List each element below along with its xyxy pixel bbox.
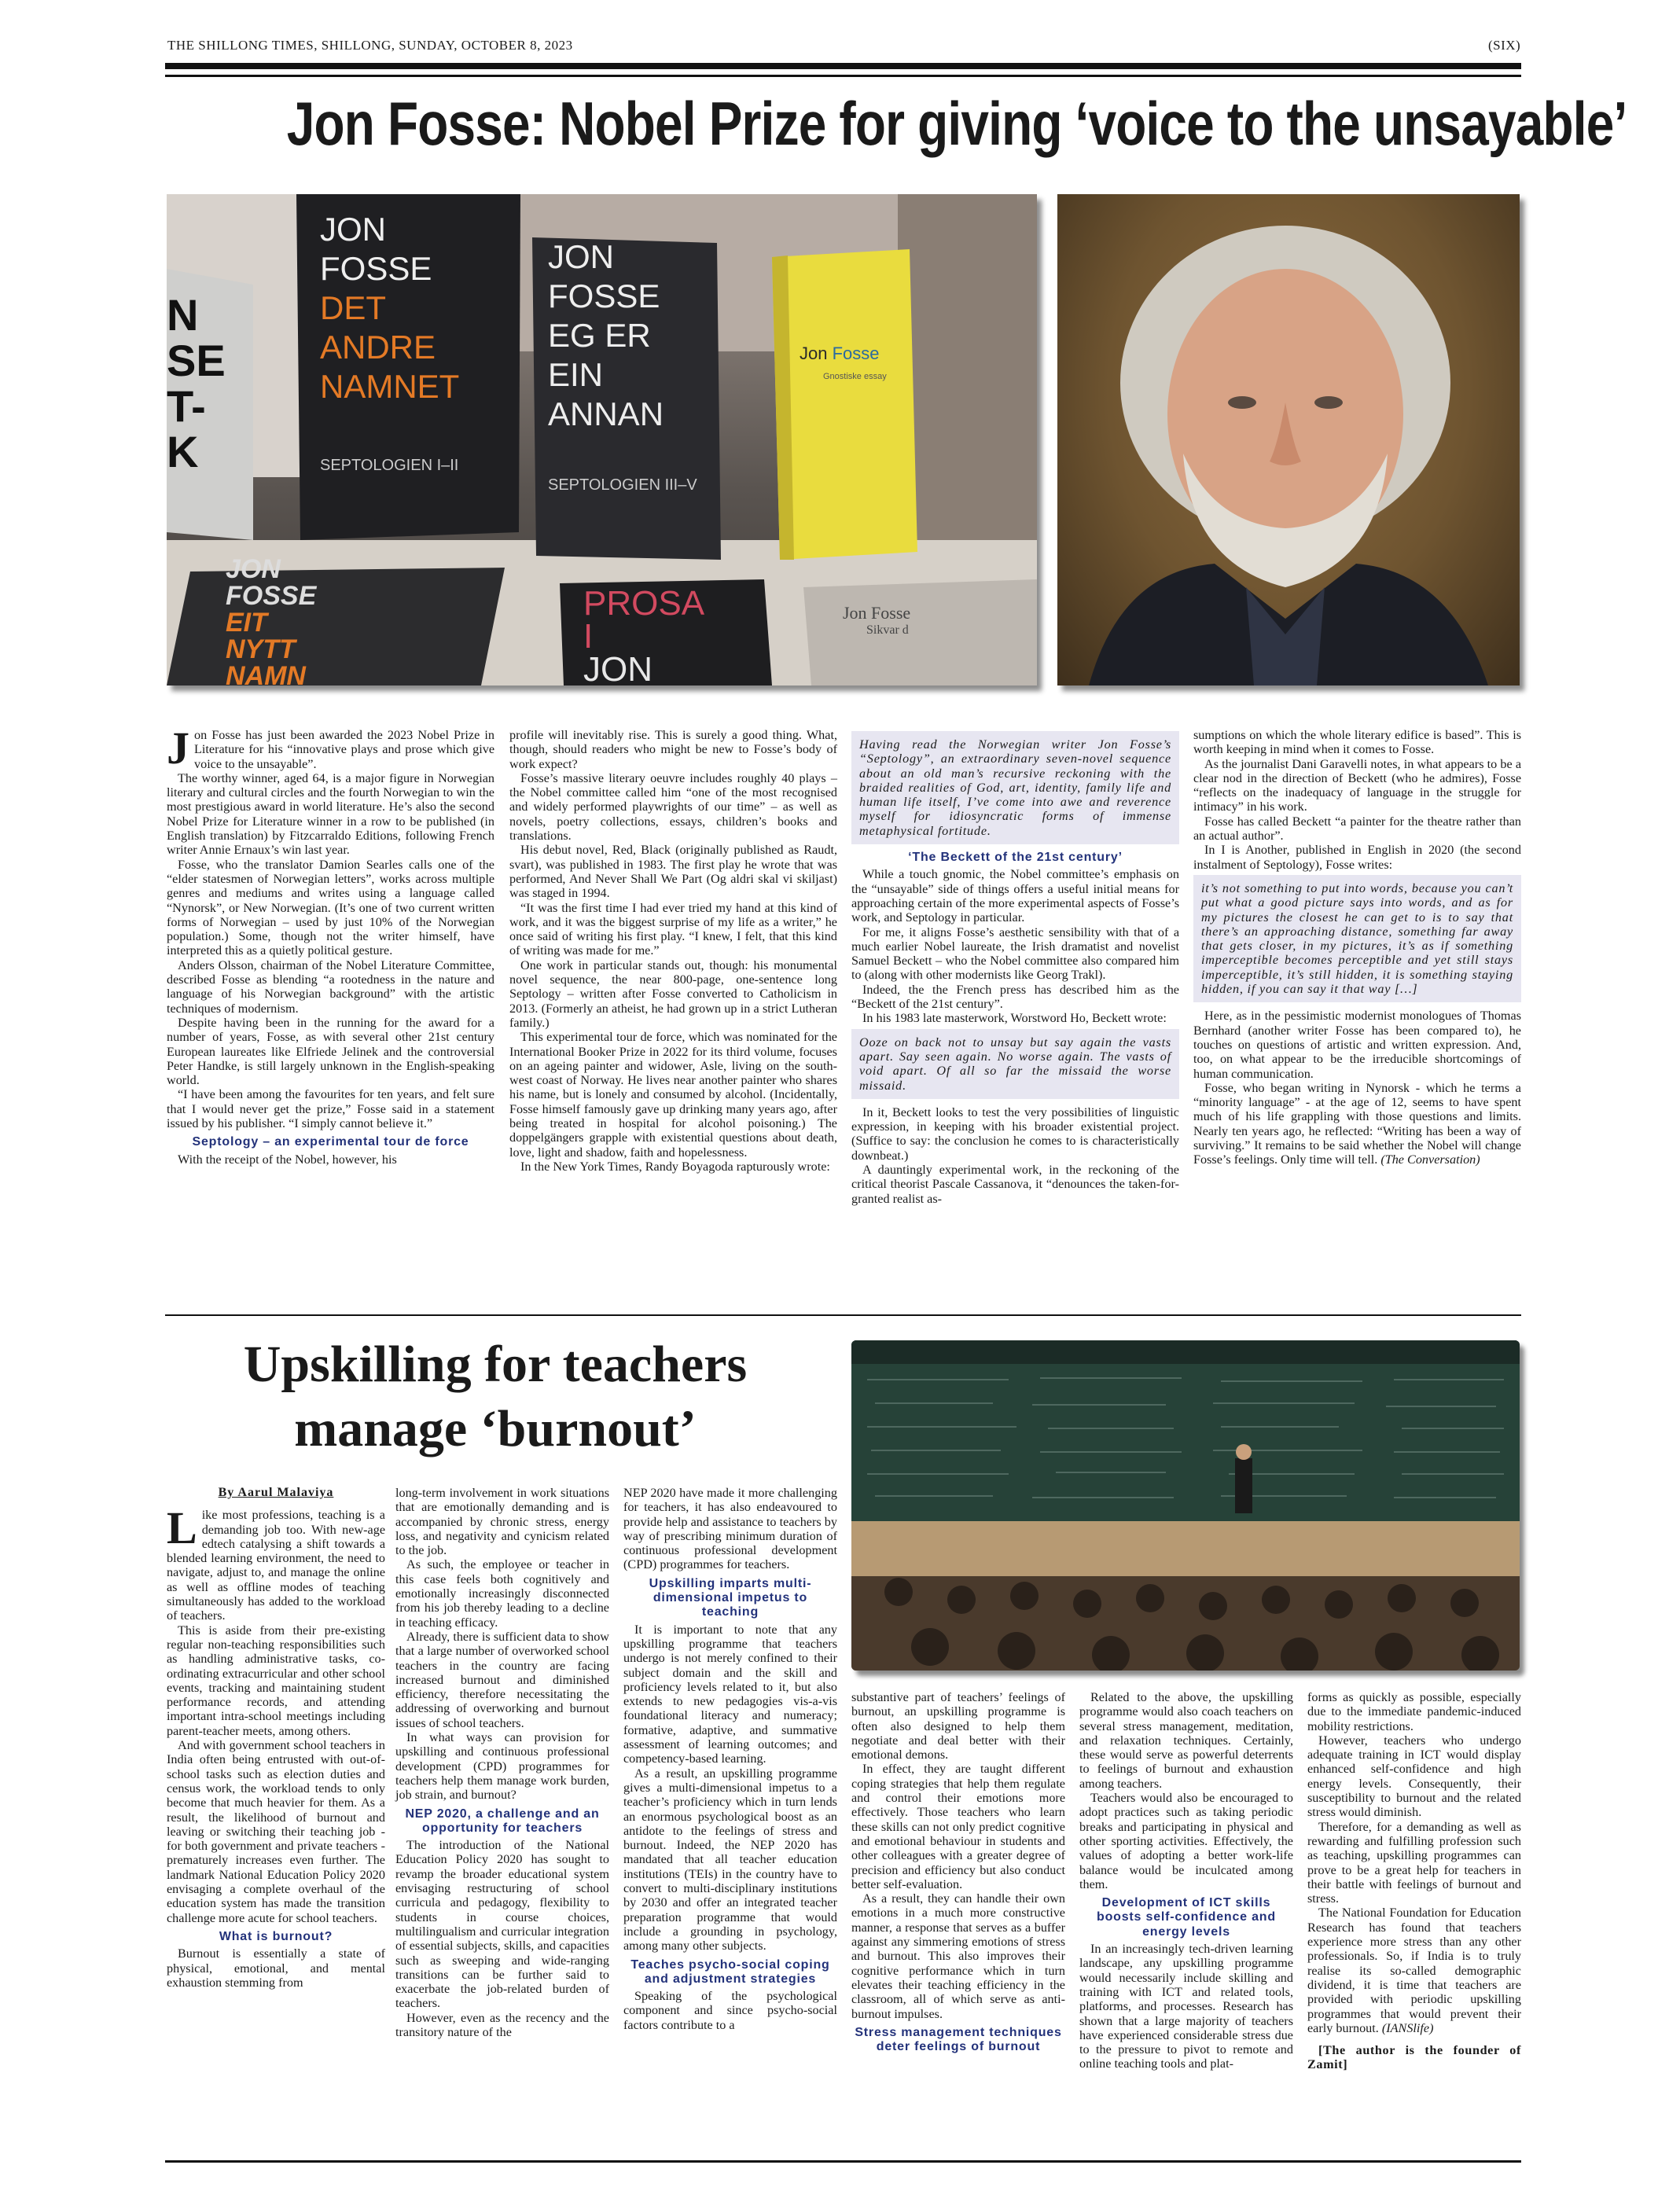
article2-column-4: substantive part of teachers’ feelings of burnout, an upskilling programme is often also designed to help them negotiate and deal better with their emotional demons. In effect, they are taught different coping strategies that help them regulate and control their emotions more effectively. Those teachers who learn these skills can not only predict cognitive and emotional behaviour in students and other colleagues with a greater degree of precision and efficiency but also conduct better self-evaluation. As a result, they can handle their own emotions in a much more constructive manner, a response that serves as a buffer against any simmering emotions of stress and burnout. This also improves their cognitive performance which in turn elevates their teaching efficiency in the classroom, all of which serve as anti-burnout impulses. Stress management techniques deter feelings of burnout xyxy=(851,1690,1065,2054)
subhead-upskilling-imparts: Upskilling imparts multi-dimensional impetus to teaching xyxy=(649,1576,812,1619)
top-thin-rule xyxy=(165,75,1521,77)
subhead-what-is-burnout: What is burnout? xyxy=(219,1929,333,1943)
subhead-septology: Septology – an experimental tour de force xyxy=(192,1135,469,1149)
subhead-beckett: ‘The Beckett of the 21st century’ xyxy=(908,851,1123,865)
subhead-stress-management: Stress management techniques deter feelings of burnout xyxy=(855,2025,1062,2054)
books-photo xyxy=(167,194,1037,686)
article1-column-4: sumptions on which the whole literary edifice is based”. This is worth keeping in mind when it comes to Fosse. As the journalist Dani Garavelli notes, in what appears to be a clear nod in the direction of Beckett (who he admires), Fosse “reflects on the inadequacy of language in the struggle for intimacy” in his work. Fosse has called Beckett “a painter for the theatre rather than an actual author”. In I is Another, published in English in 2020 (the second instalment of Septology), Fosse writes: it’s not something to put into words, because you can’t put what a good picture says into words, and as for my pictures the closest he can get to is to say that there’s an approaching distance, something far away that gets closer, in my pictures, it’s as if something imperceptible becomes perceptible and yet still stays imperceptible, it’s still hidden, it is something staying hidden, if you can say it that way […] Here, as in the pessimistic modernist monologues of Thomas Bernhard (another writer Fosse has been compared to), he touches on questions of artistic and written expression. And, too, on what appear to be the irreducible shortcomings of human communication. Fosse, who began writing in Nynorsk - which he terms a “minority language” - at the age of 12, seems to have spent much of his life grappling with those questions and limits. Nearly ten years ago, he reflected: “Writing has been a way of surviving.” It remains to be said whether the Nobel will change Fosse’s feelings. Only time will tell. (The Conversation) xyxy=(1193,728,1521,1167)
partial-book-title: N SE T- K xyxy=(167,290,226,476)
byline: By Aarul Malaviya xyxy=(218,1486,334,1499)
portrait-photo xyxy=(1057,194,1520,686)
article2-column-3: NEP 2020 have made it more challenging for teachers, it has also endeavoured to provide help and assistance to teachers by way of prescribing minimum duration of continuous professional development (CPD) programmes for teachers. Upskilling imparts multi-dimensional impetus to teaching It is important to note that any upskilling programme that teachers undergo is not merely confined to their subject domain and the skill and proficiency levels related to it, but also extends to new pedagogies vis-a-vis foundational literacy and numeracy; formative, adaptive, and summative assessment of learning outcomes; and competency-based learning. As a result, an upskilling programme gives a multi-dimensional impetus to a teacher’s proficiency which in turn lends an enormous psychological boost as an antidote to the feelings of stress and burnout. Indeed, the NEP 2020 has mandated that all teacher education institutions (TEIs) in the country have to convert to multi-disciplinary institutions by 2030 and offer an integrated teacher preparation programme that would include a grounding in psychology, among many other subjects. Teaches psycho-social coping and adjustment strategies Speaking of the psychological component and since psycho-social factors contribute to a xyxy=(623,1486,837,2032)
article1-column-2: profile will inevitably rise. This is surely a good thing. What, though, should readers who might be new to Fosse’s body of work expect? Fosse’s massive literary oeuvre includes roughly 40 plays – the Nobel committee called him “one of the most recognised and widely performed playwrights of our time” – as well as novels, poetry collections, essays, children’s books and translations. His debut novel, Red, Black (originally published as Raudt, svart), was published in 1983. The first play he wrote that was performed, And Never Shall We Part (Og aldri skal vi skiljast) was staged in 1994. “It was the first time I had ever tried my hand at this kind of work, and it was the biggest surprise of my life as a writer,” he once said of writing his first play. “I knew, I felt, that this kind of writing was made for me.” One work in particular stands out, though: his monumental novel sequence, the near 800-page, one-sentence long Septology – written after Fosse converted to Catholicism in 2013. (Formerly an atheist, he had grown up in a strict Lutheran family.) This experimental tour de force, which was nominated for the International Booker Prize in 2022 for its third volume, focuses on an ageing painter and widower, Asle, living on the south-west coast of Norway. He lives near another painter who shares his name, but is lonely and consumed by alcohol. (Incidentally, Fosse himself famously gave up drinking many years ago, after being treated in hospital for alcohol poisoning.) The doppelgängers grapple with existential questions about death, love, light and shadow, faith and hopelessness. In the New York Times, Randy Boyagoda rapturously wrote: xyxy=(509,728,837,1174)
book4-cover-text: JON FOSSE EIT NYTT NAMN xyxy=(226,554,317,686)
book6-cover-text: Jon Fosse Sikvar d xyxy=(843,603,911,637)
pull-quote-boyagoda: Having read the Norwegian writer Jon Fosse’s “Septology”, an extraordinary seven-novel sequence about an old man’s recursive reckoning with the braided realities of God, art, identity, family life and human life itself, I’ve come into awe and reverence myself for idiosyncratic forms of immense metaphysical fortitude. xyxy=(851,731,1179,844)
masthead-dateline: THE SHILLONG TIMES, SHILLONG, SUNDAY, OCTOBER 8, 2023 xyxy=(167,38,573,53)
dropcap-l: L xyxy=(167,1502,197,1554)
book2-cover-text: JON FOSSE EG ER EIN ANNAN SEPTOLOGIEN III–V xyxy=(548,238,697,494)
subhead-nep-2020: NEP 2020, a challenge and an opportunity for teachers xyxy=(405,1807,600,1835)
article2-column-2: long-term involvement in work situations that are emotionally demanding and is accompanied by chronic stress, energy loss, and negativity and cynicism related to the job. As such, the employee or teacher in this case feels both cognitively and emotionally increasingly disconnected from his job thereby leading to a decline in teaching efficacy. Already, there is sufficient data to show that a large number of overworked school teachers in the country are facing increased burnout and diminished efficiency, therefore necessitating the addressing of overworking and burnout issues of school teachers. In what ways can provision for upskilling and continuous professional development (CPD) programmes for teachers help them manage work burden, job strain, and burnout? NEP 2020, a challenge and an opportunity for teachers The introduction of the National Education Policy 2020 has sought to revamp the broader educational system envisaging restructuring of school curricula and pedagogy, flexibility to students in course choices, multilingualism and curricular integration of essential subjects, skills, and capacities such as sweeping and wide-ranging transitions can be further said to exacerbate the job-related burden of teachers. However, even as the recency and the transitory nature of the xyxy=(395,1486,609,2039)
article-separator xyxy=(165,1314,1521,1316)
credit-ianslife: (IANSlife) xyxy=(1381,2020,1434,2035)
top-thick-rule xyxy=(165,63,1521,69)
book5-cover-text: PROSA I JON xyxy=(583,584,705,686)
classroom-photo xyxy=(851,1340,1520,1671)
article1-headline: Jon Fosse: Nobel Prize for giving ‘voice to the unsayable’ xyxy=(286,89,1627,158)
book1-cover-text: JON FOSSE DET ANDRE NAMNET SEPTOLOGIEN I–II xyxy=(320,211,460,474)
dropcap: J xyxy=(167,722,189,774)
masthead-page-number: (SIX) xyxy=(1488,38,1521,53)
pull-quote-fosse: it’s not something to put into words, because you can’t put what a good picture says into words, and as for my pictures the closest he can get to is to say that there’s an approaching distance, something far away that gets closer, in my pictures, it’s as if something imperceptible becomes perceptible and yet still stays imperceptible, it’s still hidden, it is something staying hidden, if you can say it that way […] xyxy=(1193,875,1521,1002)
article1-column-3: Having read the Norwegian writer Jon Fosse’s “Septology”, an extraordinary seven-novel sequence about an old man’s recursive reckoning with the braided realities of God, art, identity, family life and human life itself, I’ve come into awe and reverence myself for idiosyncratic forms of immense metaphysical fortitude. ‘The Beckett of the 21st century’ While a touch gnomic, the Nobel committee’s emphasis on the “unsayable” side of things offers a useful initial means for approaching certain of the more experimental aspects of Fosse’s work, and Septology in particular. For me, it aligns Fosse’s aesthetic sensibility with that of a much earlier Nobel laureate, the Irish dramatist and novelist Samuel Beckett – who the Nobel committee also compared him to (along with other modernists like Georg Trakl). Indeed, the the French press has described him as the “Beckett of the 21st century”. In his 1983 late masterwork, Worstword Ho, Beckett wrote: Ooze on back not to unsay but say again the vasts apart. Say seen again. No worse again. The vasts of void apart. Of all so far the missaid the worse missaid. In it, Beckett looks to test the very possibilities of linguistic expression, in keeping with his broader existential project. (Suffice to say: the conclusion he comes to is characteristically downbeat.) A dauntingly experimental work, in the reckoning of the critical theorist Pascale Cassanova, it “denounces the taken-for-granted realist as- xyxy=(851,728,1179,1206)
article2-column-1: By Aarul Malaviya Like most professions, teaching is a demanding job too. With new-age edtech catalysing a shift towards a blended learning environment, the need to navigate, adjust to, and manage the online as well as offline modes of teaching simultaneously has added to the workload of teachers. This is aside from their pre-existing regular non-teaching responsibilities such as handling administrative tasks, co-ordinating extracurricular and other school events, tracking and maintaining student performance records, and attending important intra-school meetings including parent-teacher meets, among others. And with government school teachers in India often being entrusted with out-of-school tasks such as election duties and census work, the workload tends to only become that much heavier for them. As a result, the likelihood of burnout and leaving or switching their teaching job - for both government and private teachers - prematurely increases even further. The landmark National Education Policy 2020 envisaging a complete overhaul of the education system has made the transition challenge more acute for school teachers. What is burnout? Burnout is essentially a state of physical, emotional, and mental exhaustion stemming from xyxy=(167,1486,385,1990)
article2-column-5: Related to the above, the upskilling programme would also coach teachers on several stress management, meditation, and relaxation techniques. Certainly, these would serve as powerful deterrents to feelings of burnout and exhaustion among teachers. Teachers would also be encouraged to adopt practices such as taking periodic breaks and participating in physical and other sporting activities. Effectively, the values of adopting a better work-life balance would be inculcated among them. Development of ICT skills boosts self-confidence and energy levels In an increasingly tech-driven learning landscape, any upskilling programme would necessarily include skilling and training with ICT and related tools, platforms, and processes. Research has shown that a large majority of teachers have experienced considerable stress due to the pressure to pivot to remote and online teaching tools and plat- xyxy=(1079,1690,1293,2071)
subhead-psycho-social: Teaches psycho-social coping and adjustment strategies xyxy=(630,1957,830,1986)
credit-conversation: (The Conversation) xyxy=(1380,1152,1480,1167)
article2-headline: Upskilling for teachers manage ‘burnout’ xyxy=(243,1336,748,1457)
author-note: [The author is the founder of Zamit] xyxy=(1307,2043,1521,2072)
article1-column-1: Jon Fosse has just been awarded the 2023 Nobel Prize in Literature for his “innovative plays and prose which give voice to the unsayable”. The worthy winner, aged 64, is a major figure in Norwegian literary and cultural circles and the fourth Norwegian to win the most prestigious award in world literature. He’s also the second Nobel Prize for Literature winner in a row to be published (in English translation) by Fitzcarraldo Editions, following French writer Annie Ernaux’s win last year. Fosse, who the translator Damion Searles calls one of the “elder statesmen of Norwegian letters”, works across multiple genres and mediums and writes using a language called “Nynorsk”, or New Norwegian. (It’s one of two current written forms of Norwegian – used by just 10% of the Norwegian population.) Some, though not the writer himself, have interpreted this as a quietly political gesture. Anders Olsson, chairman of the Nobel Literature Committee, described Fosse as blending “a rootedness in the nature and language of his Norwegian background” with the artistic techniques of modernism. Despite having been in the running for the award for a number of years, Fosse, as with several other 21st century European laureates like Elfriede Jelinek and the controversial Peter Handke, is still largely unknown in the English-speaking world. “I have been among the favourites for ten years, and felt sure that I would never get the prize,” Fosse said in a statement issued by his publisher. “I simply cannot believe it.” Septology – an experimental tour de force With the receipt of the Nobel, however, his xyxy=(167,722,494,1167)
bottom-rule xyxy=(165,2160,1521,2163)
pull-quote-beckett: Ooze on back not to unsay but say again the vasts apart. Say seen again. No worse again. The vasts of void apart. Of all so far the missaid the worse missaid. xyxy=(851,1029,1179,1099)
article2-column-6: forms as quickly as possible, especially due to the immediate pandemic-induced mobility restrictions. However, teachers who undergo adequate training in ICT would display enhanced self-confidence and high energy levels. Consequently, their susceptibility to burnout and the related stress would diminish. Therefore, for a demanding as well as rewarding and fulfilling profession such as teaching, upskilling programmes can prove to be a great help for teachers in their battle with feelings of burnout and stress. The National Foundation for Education Research has found that teachers experience more stress than any other professionals. So, if India is to truly realise its so-called demographic dividend, it is time that teachers are provided with periodic upskilling programmes that would prevent their early burnout. (IANSlife) [The author is the founder of Zamit] xyxy=(1307,1690,1521,2072)
subhead-ict-skills: Development of ICT skills boosts self-confidence and energy levels xyxy=(1097,1896,1276,1939)
book3-cover-text: Jon Fosse Gnostiske essay xyxy=(800,344,887,381)
